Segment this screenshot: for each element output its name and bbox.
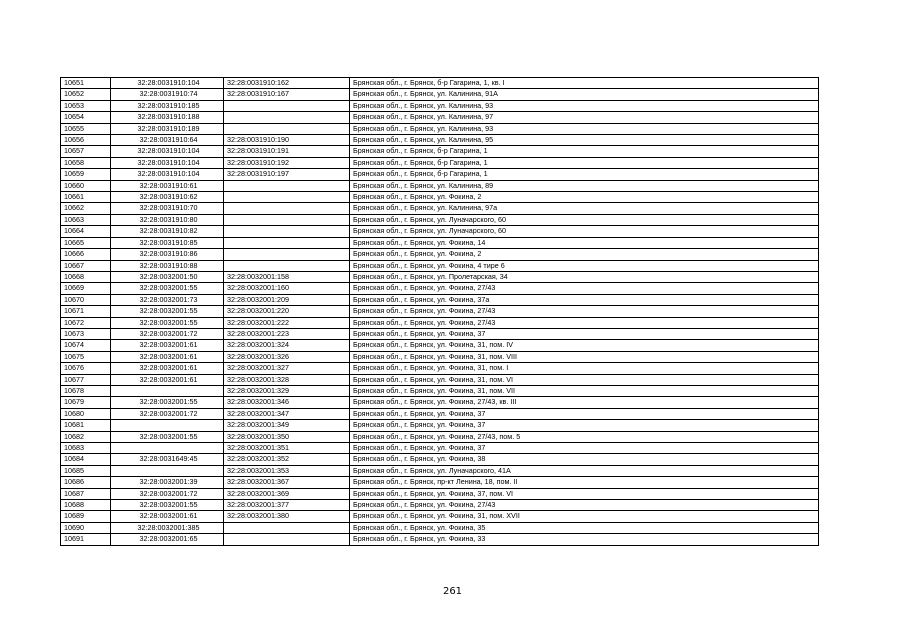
object-cadastral-number-cell: 32:28:0031910:162 (224, 78, 350, 89)
parcel-cadastral-number-cell: 32:28:0032001:55 (111, 431, 224, 442)
parcel-cadastral-number-cell (111, 420, 224, 431)
row-number-cell: 10663 (61, 214, 111, 225)
parcel-cadastral-number-cell: 32:28:0031649:45 (111, 454, 224, 465)
parcel-cadastral-number-cell: 32:28:0031910:104 (111, 78, 224, 89)
row-number-cell: 10688 (61, 500, 111, 511)
object-cadastral-number-cell: 32:28:0032001:353 (224, 465, 350, 476)
address-cell: Брянская обл., г. Брянск, ул. Фокина, 31, пом. XVII (350, 511, 819, 522)
object-cadastral-number-cell: 32:28:0032001:367 (224, 477, 350, 488)
object-cadastral-number-cell (224, 226, 350, 237)
parcel-cadastral-number-cell (111, 385, 224, 396)
table-row (61, 78, 819, 89)
table-row (61, 317, 819, 328)
object-cadastral-number-cell: 32:28:0032001:329 (224, 385, 350, 396)
table-row (61, 260, 819, 271)
row-number-cell: 10656 (61, 135, 111, 146)
table-row (61, 112, 819, 123)
parcel-cadastral-number-cell: 32:28:0031910:104 (111, 157, 224, 168)
parcel-cadastral-number-cell: 32:28:0032001:65 (111, 534, 224, 545)
object-cadastral-number-cell: 32:28:0032001:380 (224, 511, 350, 522)
address-cell: Брянская обл., г. Брянск, ул. Луначарского, 60 (350, 214, 819, 225)
parcel-cadastral-number-cell: 32:28:0031910:61 (111, 180, 224, 191)
row-number-cell: 10657 (61, 146, 111, 157)
object-cadastral-number-cell: 32:28:0032001:349 (224, 420, 350, 431)
row-number-cell: 10660 (61, 180, 111, 191)
object-cadastral-number-cell (224, 100, 350, 111)
object-cadastral-number-cell: 32:28:0031910:192 (224, 157, 350, 168)
address-cell: Брянская обл., г. Брянск, ул. Фокина, 37 (350, 328, 819, 339)
address-cell: Брянская обл., г. Брянск, ул. Фокина, 37 (350, 408, 819, 419)
table-row (61, 249, 819, 260)
object-cadastral-number-cell (224, 180, 350, 191)
row-number-cell: 10668 (61, 271, 111, 282)
object-cadastral-number-cell (224, 534, 350, 545)
address-cell: Брянская обл., г. Брянск, ул. Калинина, 95 (350, 135, 819, 146)
object-cadastral-number-cell (224, 214, 350, 225)
address-cell: Брянская обл., г. Брянск, ул. Фокина, 4 тире 6 (350, 260, 819, 271)
row-number-cell: 10666 (61, 249, 111, 260)
address-cell: Брянская обл., г. Брянск, ул. Фокина, 27/43 (350, 306, 819, 317)
row-number-cell: 10683 (61, 443, 111, 454)
row-number-cell: 10678 (61, 385, 111, 396)
table-row (61, 454, 819, 465)
table-row (61, 203, 819, 214)
row-number-cell: 10676 (61, 363, 111, 374)
table-row (61, 443, 819, 454)
parcel-cadastral-number-cell: 32:28:0031910:80 (111, 214, 224, 225)
table-row (61, 465, 819, 476)
parcel-cadastral-number-cell: 32:28:0032001:50 (111, 271, 224, 282)
parcel-cadastral-number-cell: 32:28:0032001:55 (111, 500, 224, 511)
parcel-cadastral-number-cell: 32:28:0032001:72 (111, 328, 224, 339)
address-cell: Брянская обл., г. Брянск, ул. Фокина, 2 (350, 249, 819, 260)
table-row (61, 397, 819, 408)
row-number-cell: 10671 (61, 306, 111, 317)
row-number-cell: 10682 (61, 431, 111, 442)
row-number-cell: 10675 (61, 351, 111, 362)
address-cell: Брянская обл., г. Брянск, ул. Фокина, 27/43, пом. 5 (350, 431, 819, 442)
address-cell: Брянская обл., г. Брянск, ул. Пролетарская, 34 (350, 271, 819, 282)
parcel-cadastral-number-cell: 32:28:0031910:104 (111, 169, 224, 180)
object-cadastral-number-cell: 32:28:0032001:346 (224, 397, 350, 408)
parcel-cadastral-number-cell (111, 443, 224, 454)
parcel-cadastral-number-cell: 32:28:0031910:104 (111, 146, 224, 157)
table-row (61, 237, 819, 248)
address-cell: Брянская обл., г. Брянск, ул. Фокина, 27/43 (350, 283, 819, 294)
table-row (61, 283, 819, 294)
address-cell: Брянская обл., г. Брянск, ул. Фокина, 2 (350, 192, 819, 203)
parcel-cadastral-number-cell: 32:28:0031910:86 (111, 249, 224, 260)
table-row (61, 374, 819, 385)
parcel-cadastral-number-cell: 32:28:0032001:61 (111, 340, 224, 351)
parcel-cadastral-number-cell: 32:28:0031910:82 (111, 226, 224, 237)
table-row (61, 180, 819, 191)
table-row (61, 408, 819, 419)
address-cell: Брянская обл., г. Брянск, ул. Калинина, 97 (350, 112, 819, 123)
address-cell: Брянская обл., г. Брянск, ул. Фокина, 31, пом. I (350, 363, 819, 374)
address-cell: Брянская обл., г. Брянск, пр-кт Ленина, 18, пом. II (350, 477, 819, 488)
object-cadastral-number-cell: 32:28:0032001:350 (224, 431, 350, 442)
object-cadastral-number-cell: 32:28:0032001:369 (224, 488, 350, 499)
row-number-cell: 10652 (61, 89, 111, 100)
object-cadastral-number-cell (224, 260, 350, 271)
table-row (61, 192, 819, 203)
object-cadastral-number-cell: 32:28:0031910:190 (224, 135, 350, 146)
object-cadastral-number-cell: 32:28:0032001:158 (224, 271, 350, 282)
object-cadastral-number-cell: 32:28:0032001:220 (224, 306, 350, 317)
parcel-cadastral-number-cell: 32:28:0032001:55 (111, 317, 224, 328)
table-row (61, 500, 819, 511)
address-cell: Брянская обл., г. Брянск, ул. Фокина, 27/43 (350, 317, 819, 328)
object-cadastral-number-cell (224, 203, 350, 214)
parcel-cadastral-number-cell: 32:28:0031910:74 (111, 89, 224, 100)
address-cell: Брянская обл., г. Брянск, ул. Фокина, 27/43, кв. III (350, 397, 819, 408)
address-cell: Брянская обл., г. Брянск, ул. Фокина, 38 (350, 454, 819, 465)
address-cell: Брянская обл., г. Брянск, ул. Калинина, 91А (350, 89, 819, 100)
row-number-cell: 10669 (61, 283, 111, 294)
parcel-cadastral-number-cell: 32:28:0032001:61 (111, 511, 224, 522)
parcel-cadastral-number-cell: 32:28:0032001:61 (111, 351, 224, 362)
table-row (61, 157, 819, 168)
row-number-cell: 10685 (61, 465, 111, 476)
object-cadastral-number-cell: 32:28:0032001:326 (224, 351, 350, 362)
row-number-cell: 10653 (61, 100, 111, 111)
object-cadastral-number-cell: 32:28:0032001:160 (224, 283, 350, 294)
registry-table (60, 77, 819, 546)
object-cadastral-number-cell (224, 123, 350, 134)
object-cadastral-number-cell: 32:28:0032001:324 (224, 340, 350, 351)
object-cadastral-number-cell: 32:28:0031910:191 (224, 146, 350, 157)
object-cadastral-number-cell: 32:28:0031910:167 (224, 89, 350, 100)
row-number-cell: 10673 (61, 328, 111, 339)
table-row (61, 123, 819, 134)
table-row (61, 306, 819, 317)
row-number-cell: 10670 (61, 294, 111, 305)
object-cadastral-number-cell (224, 522, 350, 533)
parcel-cadastral-number-cell: 32:28:0032001:73 (111, 294, 224, 305)
address-cell: Брянская обл., г. Брянск, ул. Калинина, 93 (350, 123, 819, 134)
row-number-cell: 10689 (61, 511, 111, 522)
object-cadastral-number-cell: 32:28:0032001:222 (224, 317, 350, 328)
table-row (61, 271, 819, 282)
table-row (61, 100, 819, 111)
parcel-cadastral-number-cell (111, 465, 224, 476)
row-number-cell: 10679 (61, 397, 111, 408)
parcel-cadastral-number-cell: 32:28:0031910:189 (111, 123, 224, 134)
object-cadastral-number-cell: 32:28:0032001:377 (224, 500, 350, 511)
parcel-cadastral-number-cell: 32:28:0032001:61 (111, 374, 224, 385)
parcel-cadastral-number-cell: 32:28:0032001:55 (111, 306, 224, 317)
page-number: 261 (442, 586, 463, 597)
table-row (61, 340, 819, 351)
parcel-cadastral-number-cell: 32:28:0031910:62 (111, 192, 224, 203)
address-cell: Брянская обл., г. Брянск, б-р Гагарина, 1, кв. I (350, 78, 819, 89)
parcel-cadastral-number-cell: 32:28:0032001:72 (111, 408, 224, 419)
object-cadastral-number-cell: 32:28:0032001:352 (224, 454, 350, 465)
object-cadastral-number-cell (224, 249, 350, 260)
row-number-cell: 10684 (61, 454, 111, 465)
table-row (61, 169, 819, 180)
parcel-cadastral-number-cell: 32:28:0032001:61 (111, 363, 224, 374)
row-number-cell: 10691 (61, 534, 111, 545)
table-row (61, 226, 819, 237)
table-row (61, 385, 819, 396)
address-cell: Брянская обл., г. Брянск, ул. Калинина, 93 (350, 100, 819, 111)
table-row (61, 522, 819, 533)
address-cell: Брянская обл., г. Брянск, ул. Фокина, 14 (350, 237, 819, 248)
row-number-cell: 10661 (61, 192, 111, 203)
row-number-cell: 10659 (61, 169, 111, 180)
object-cadastral-number-cell: 32:28:0031910:197 (224, 169, 350, 180)
address-cell: Брянская обл., г. Брянск, ул. Фокина, 37а (350, 294, 819, 305)
address-cell: Брянская обл., г. Брянск, ул. Фокина, 27/43 (350, 500, 819, 511)
object-cadastral-number-cell (224, 237, 350, 248)
table-row (61, 351, 819, 362)
address-cell: Брянская обл., г. Брянск, ул. Фокина, 31, пом. VIII (350, 351, 819, 362)
object-cadastral-number-cell (224, 112, 350, 123)
row-number-cell: 10665 (61, 237, 111, 248)
address-cell: Брянская обл., г. Брянск, ул. Луначарского, 60 (350, 226, 819, 237)
table-row (61, 363, 819, 374)
object-cadastral-number-cell: 32:28:0032001:351 (224, 443, 350, 454)
row-number-cell: 10672 (61, 317, 111, 328)
row-number-cell: 10658 (61, 157, 111, 168)
table-row (61, 214, 819, 225)
address-cell: Брянская обл., г. Брянск, ул. Фокина, 37 (350, 443, 819, 454)
address-cell: Брянская обл., г. Брянск, ул. Фокина, 37 (350, 420, 819, 431)
parcel-cadastral-number-cell: 32:28:0032001:55 (111, 397, 224, 408)
address-cell: Брянская обл., г. Брянск, ул. Фокина, 33 (350, 534, 819, 545)
address-cell: Брянская обл., г. Брянск, ул. Фокина, 37, пом. VI (350, 488, 819, 499)
table-row (61, 511, 819, 522)
table-row (61, 420, 819, 431)
address-cell: Брянская обл., г. Брянск, ул. Фокина, 31, пом. VI (350, 374, 819, 385)
row-number-cell: 10686 (61, 477, 111, 488)
address-cell: Брянская обл., г. Брянск, ул. Фокина, 31, пом. IV (350, 340, 819, 351)
row-number-cell: 10687 (61, 488, 111, 499)
address-cell: Брянская обл., г. Брянск, ул. Калинина, 97а (350, 203, 819, 214)
row-number-cell: 10681 (61, 420, 111, 431)
object-cadastral-number-cell: 32:28:0032001:209 (224, 294, 350, 305)
registry-table-body (61, 78, 819, 546)
row-number-cell: 10651 (61, 78, 111, 89)
table-row (61, 328, 819, 339)
row-number-cell: 10674 (61, 340, 111, 351)
row-number-cell: 10662 (61, 203, 111, 214)
parcel-cadastral-number-cell: 32:28:0032001:55 (111, 283, 224, 294)
table-row (61, 534, 819, 545)
table-row (61, 477, 819, 488)
parcel-cadastral-number-cell: 32:28:0031910:70 (111, 203, 224, 214)
table-row (61, 146, 819, 157)
parcel-cadastral-number-cell: 32:28:0031910:188 (111, 112, 224, 123)
row-number-cell: 10654 (61, 112, 111, 123)
table-row (61, 294, 819, 305)
object-cadastral-number-cell: 32:28:0032001:223 (224, 328, 350, 339)
table-row (61, 431, 819, 442)
address-cell: Брянская обл., г. Брянск, ул. Луначарского, 41А (350, 465, 819, 476)
row-number-cell: 10664 (61, 226, 111, 237)
parcel-cadastral-number-cell: 32:28:0031910:85 (111, 237, 224, 248)
parcel-cadastral-number-cell: 32:28:0031910:185 (111, 100, 224, 111)
row-number-cell: 10690 (61, 522, 111, 533)
object-cadastral-number-cell: 32:28:0032001:327 (224, 363, 350, 374)
parcel-cadastral-number-cell: 32:28:0031910:88 (111, 260, 224, 271)
table-row (61, 488, 819, 499)
object-cadastral-number-cell (224, 192, 350, 203)
address-cell: Брянская обл., г. Брянск, б-р Гагарина, 1 (350, 169, 819, 180)
parcel-cadastral-number-cell: 32:28:0032001:385 (111, 522, 224, 533)
row-number-cell: 10667 (61, 260, 111, 271)
row-number-cell: 10680 (61, 408, 111, 419)
parcel-cadastral-number-cell: 32:28:0032001:72 (111, 488, 224, 499)
address-cell: Брянская обл., г. Брянск, ул. Фокина, 31, пом. VII (350, 385, 819, 396)
parcel-cadastral-number-cell: 32:28:0032001:39 (111, 477, 224, 488)
object-cadastral-number-cell: 32:28:0032001:328 (224, 374, 350, 385)
table-row (61, 89, 819, 100)
address-cell: Брянская обл., г. Брянск, б-р Гагарина, 1 (350, 157, 819, 168)
object-cadastral-number-cell: 32:28:0032001:347 (224, 408, 350, 419)
parcel-cadastral-number-cell: 32:28:0031910:64 (111, 135, 224, 146)
row-number-cell: 10677 (61, 374, 111, 385)
address-cell: Брянская обл., г. Брянск, ул. Фокина, 35 (350, 522, 819, 533)
row-number-cell: 10655 (61, 123, 111, 134)
table-row (61, 135, 819, 146)
address-cell: Брянская обл., г. Брянск, б-р Гагарина, 1 (350, 146, 819, 157)
address-cell: Брянская обл., г. Брянск, ул. Калинина, 89 (350, 180, 819, 191)
